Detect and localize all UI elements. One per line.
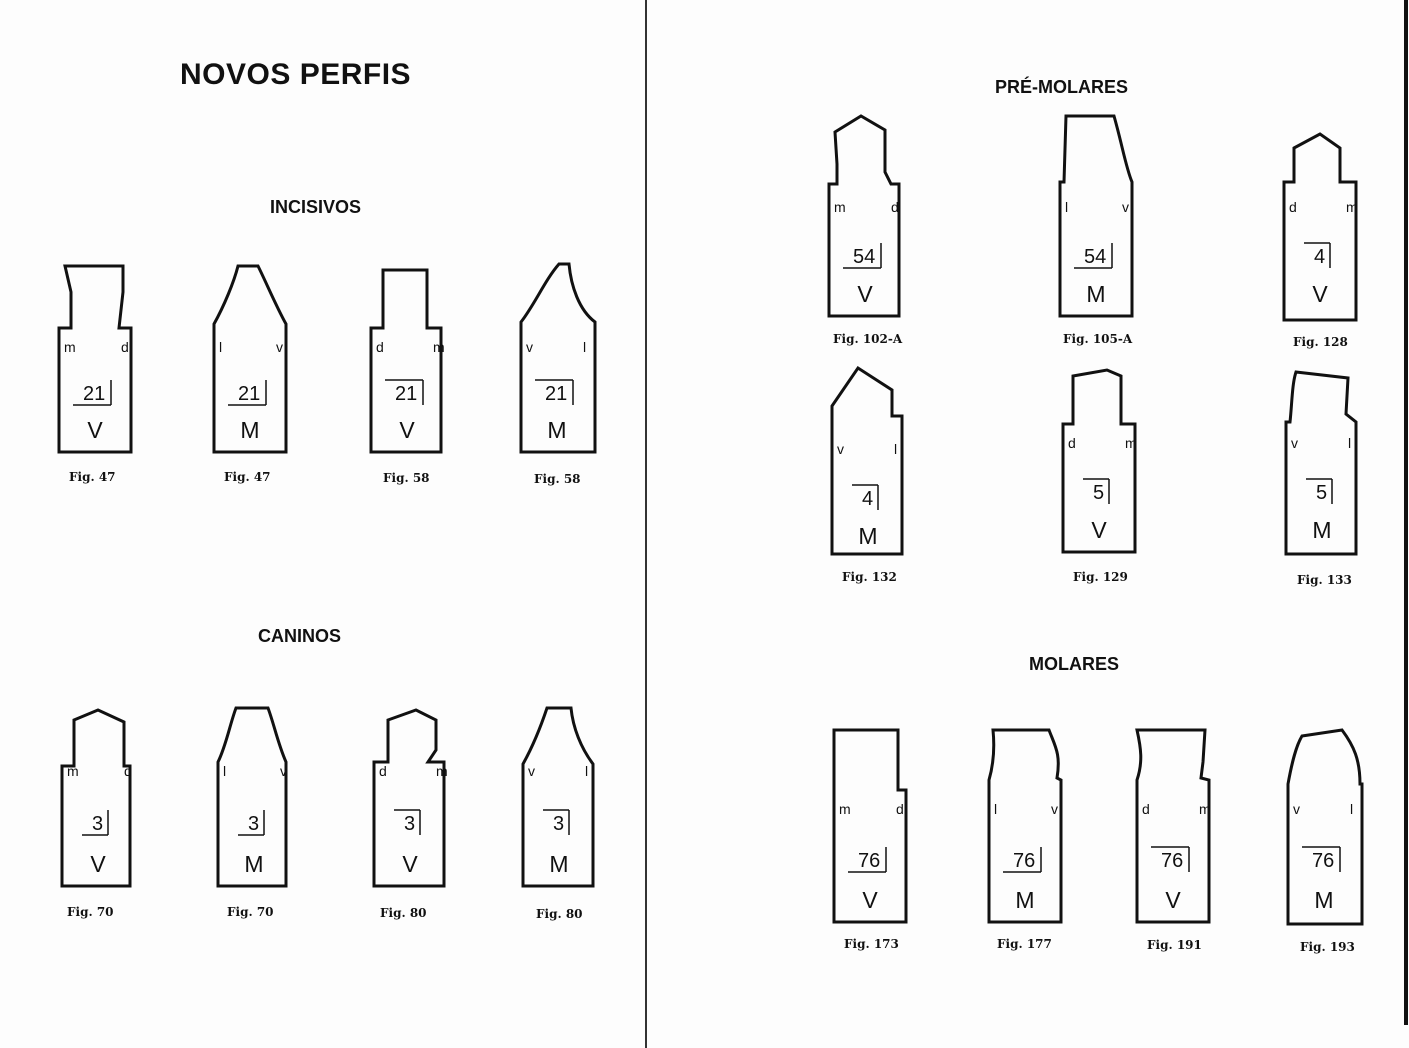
side-label-left: d (1142, 801, 1150, 817)
face-letter: M (858, 523, 878, 549)
section-heading-incisivos: INCISIVOS (270, 197, 362, 217)
side-label-left: d (379, 763, 387, 779)
side-label-right: l (1350, 801, 1354, 817)
tooth-number: 54 (853, 246, 876, 268)
side-label-left: v (1293, 801, 1300, 817)
tooth-profile-figure (218, 672, 298, 892)
tooth-number: 5 (1316, 482, 1328, 504)
side-label-left: m (834, 199, 846, 215)
face-letter: M (549, 851, 569, 877)
figure-caption: Fig. 80 (536, 907, 583, 921)
figure-caption: Fig. 193 (1300, 940, 1355, 954)
side-label-left: v (837, 441, 844, 457)
tooth-profile-figure (832, 350, 912, 570)
figure-caption: Fig. 128 (1293, 335, 1348, 349)
side-label-left: d (376, 339, 384, 355)
tooth-profile-figure (214, 248, 294, 468)
tooth-profile-figure (989, 710, 1069, 930)
face-letter: M (240, 417, 260, 443)
side-label-right: d (124, 763, 132, 779)
side-label-left: v (1291, 435, 1298, 451)
tooth-profile-figure (523, 672, 603, 892)
figure-caption: Fig. 80 (380, 906, 427, 920)
side-label-right: m (433, 339, 445, 355)
tooth-number: 4 (862, 488, 874, 510)
figure-caption: Fig. 133 (1297, 573, 1352, 587)
page-gutter-divider (645, 0, 647, 1048)
figure-caption: Fig. 58 (383, 471, 430, 485)
tooth-profile-figure (1288, 710, 1368, 930)
side-label-right: l (583, 339, 587, 355)
tooth-number: 5 (1093, 482, 1105, 504)
side-label-left: m (839, 801, 851, 817)
tooth-profile-figure (59, 248, 139, 468)
face-letter: V (402, 851, 418, 877)
tooth-profile-figure (834, 710, 914, 930)
face-letter: V (90, 851, 106, 877)
side-label-right: v (1051, 801, 1058, 817)
side-label-right: m (1346, 199, 1358, 215)
face-letter: M (1015, 887, 1035, 913)
face-letter: V (399, 417, 415, 443)
face-letter: M (1086, 281, 1106, 307)
face-letter: V (87, 417, 103, 443)
side-label-right: d (896, 801, 904, 817)
side-label-left: v (528, 763, 535, 779)
tooth-number: 3 (92, 813, 104, 835)
tooth-number: 21 (545, 383, 568, 405)
side-label-left: l (994, 801, 998, 817)
side-label-right: l (894, 441, 898, 457)
page-edge-shadow (1404, 0, 1408, 1025)
tooth-profile-figure (1063, 344, 1143, 564)
side-label-left: m (67, 763, 79, 779)
face-letter: V (857, 281, 873, 307)
side-label-right: v (276, 339, 283, 355)
figure-caption: Fig. 177 (997, 937, 1052, 951)
side-label-right: l (585, 763, 589, 779)
side-label-right: m (436, 763, 448, 779)
figure-caption: Fig. 102-A (833, 332, 903, 346)
figure-caption: Fig. 129 (1073, 570, 1128, 584)
side-label-right: l (1348, 435, 1352, 451)
tooth-profile-figure (829, 108, 909, 328)
figure-caption: Fig. 47 (224, 470, 271, 484)
side-label-left: d (1068, 435, 1076, 451)
side-label-left: l (223, 763, 227, 779)
side-label-left: m (64, 339, 76, 355)
side-label-right: v (1122, 199, 1129, 215)
tooth-profile-figure (1286, 344, 1366, 564)
face-letter: V (1312, 281, 1328, 307)
face-letter: M (1312, 517, 1332, 543)
figure-caption: Fig. 105-A (1063, 332, 1133, 346)
figure-caption: Fig. 132 (842, 570, 897, 584)
tooth-number: 21 (238, 383, 261, 405)
tooth-number: 76 (1013, 850, 1036, 872)
tooth-profile-figure (1137, 710, 1217, 930)
tooth-number: 54 (1084, 246, 1107, 268)
tooth-number: 3 (553, 813, 565, 835)
figure-caption: Fig. 47 (69, 470, 116, 484)
page-title: NOVOS PERFIS (180, 58, 412, 91)
tooth-number: 4 (1314, 246, 1326, 268)
side-label-left: v (526, 339, 533, 355)
side-label-right: m (1125, 435, 1137, 451)
section-heading-molares: MOLARES (1029, 654, 1119, 674)
tooth-number: 3 (248, 813, 260, 835)
tooth-number: 76 (858, 850, 881, 872)
figure-caption: Fig. 70 (227, 905, 274, 919)
face-letter: M (547, 417, 567, 443)
figure-caption: Fig. 173 (844, 937, 899, 951)
tooth-profile-figure (374, 672, 454, 892)
side-label-left: l (1065, 199, 1069, 215)
face-letter: M (1314, 887, 1334, 913)
side-label-right: v (280, 763, 287, 779)
tooth-number: 21 (395, 383, 418, 405)
face-letter: V (862, 887, 878, 913)
tooth-number: 3 (404, 813, 416, 835)
figure-caption: Fig. 58 (534, 472, 581, 486)
tooth-profile-figure (62, 672, 142, 892)
side-label-left: l (219, 339, 223, 355)
tooth-number: 21 (83, 383, 106, 405)
tooth-profile-figure (521, 248, 601, 468)
face-letter: V (1165, 887, 1181, 913)
side-label-right: m (1199, 801, 1211, 817)
tooth-number: 76 (1312, 850, 1335, 872)
tooth-profile-figure (1284, 108, 1364, 328)
tooth-profile-figure (371, 248, 451, 468)
side-label-left: d (1289, 199, 1297, 215)
side-label-right: d (121, 339, 129, 355)
side-label-right: d (891, 199, 899, 215)
tooth-number: 76 (1161, 850, 1184, 872)
section-heading-pre-molares: PRÉ-MOLARES (995, 77, 1129, 97)
figure-caption: Fig. 70 (67, 905, 114, 919)
face-letter: V (1091, 517, 1107, 543)
face-letter: M (244, 851, 264, 877)
section-heading-caninos: CANINOS (258, 626, 342, 646)
tooth-profile-figure (1060, 108, 1140, 328)
figure-caption: Fig. 191 (1147, 938, 1202, 952)
